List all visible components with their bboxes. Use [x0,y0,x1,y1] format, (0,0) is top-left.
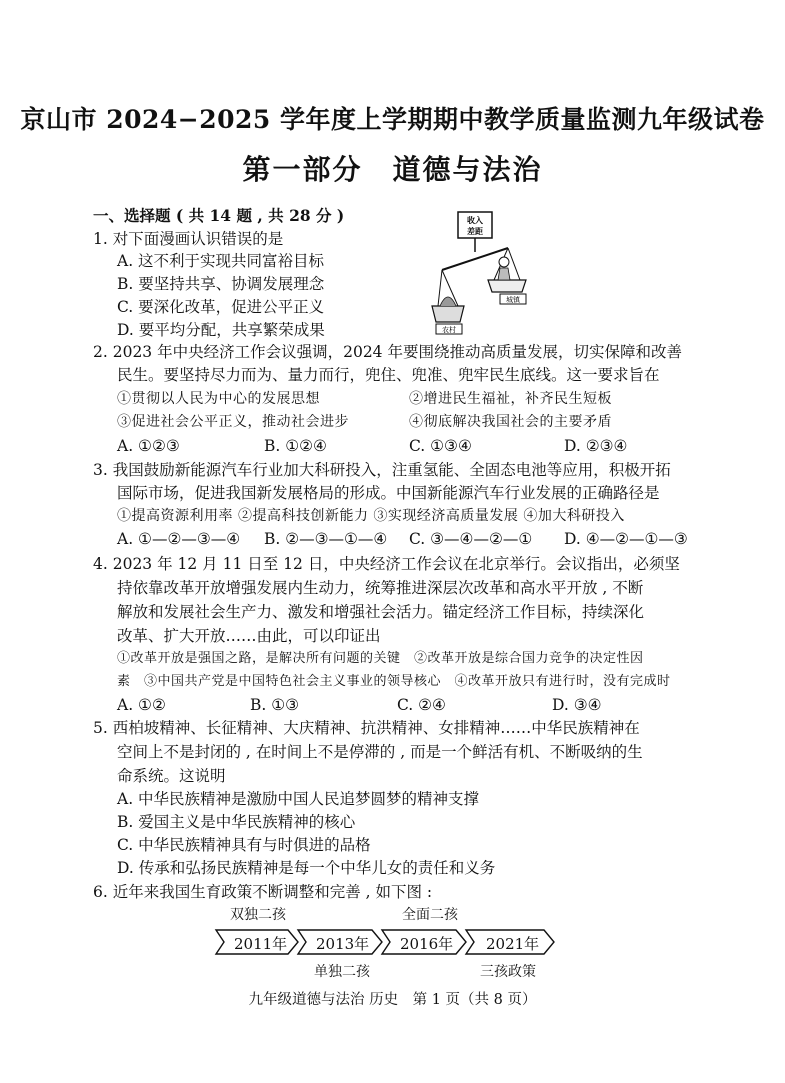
q4-choice-c: C. ②④ [397,696,446,714]
q3-choice-a: A. ①—②—③—④ [117,530,241,548]
timeline-label-universal-two-child: 全面二孩 [402,907,458,923]
q2-choice-c: C. ①③④ [409,437,472,455]
timeline-label-three-child: 三孩政策 [480,964,536,980]
timeline-label-single-only-child: 单独二孩 [314,964,370,980]
page-footer: 九年级道德与法治 历史 第 1 页（共 8 页） [248,992,537,1008]
section-title: 一、选择题 ( 共 14 题 , 共 28 分 ) [93,206,345,225]
q4-choice-a: A. ①② [117,696,166,714]
income-gap-cartoon [428,210,528,338]
q1-stem: 1. 对下面漫画认识错误的是 [93,230,284,248]
timeline-year-2021: 2021年 [486,935,540,953]
q6-stem: 6. 近年来我国生育政策不断调整和完善 , 如下图 : [93,883,433,901]
q2-choice-d: D. ②③④ [564,437,628,455]
q5-option-c: C. 中华民族精神具有与时俱进的品格 [117,836,371,854]
timeline-year-2016: 2016年 [400,935,454,953]
q3-items: ①提高资源利用率 ②提高科技创新能力 ③实现经济高质量发展 ④加大科研投入 [117,508,625,524]
q4-choice-d: D. ③④ [552,696,602,714]
cartoon-top-label-1: 收入 [467,215,483,225]
part-title: 第一部分 道德与法治 [242,153,543,186]
q3-choice-d: D. ④—②—①—③ [564,530,688,548]
q5-option-d: D. 传承和弘扬民族精神是每一个中华儿女的责任和义务 [117,859,496,877]
q2-choice-a: A. ①②③ [117,437,180,455]
cartoon-top-label-2: 差距 [467,226,483,236]
q4-items-line-1: ①改革开放是强国之路，是解决所有问题的关键 ②改革开放是综合国力竞争的决定性因 [117,651,644,666]
q4-line-2: 持依靠改革开放增强发展内生动力，统筹推进深层次改革和高水平开放 , 不断 [117,579,644,597]
q2-item-4: ④彻底解决我国社会的主要矛盾 [409,414,612,430]
q2-item-3: ③促进社会公平正义，推动社会进步 [117,414,349,430]
timeline-label-double-only-child: 双独二孩 [230,907,286,923]
birth-policy-timeline [210,902,575,980]
q2-line-2: 民生。要坚持尽力而为、量力而行，兜住、兜准、兜牢民生底线。这一要求旨在 [117,366,660,384]
timeline-year-2013: 2013年 [316,935,370,953]
q3-line-2: 国际市场，促进我国新发展格局的形成。中国新能源汽车行业发展的正确路径是 [117,484,660,502]
q4-line-3: 解放和发展社会生产力、激发和增强社会活力。锚定经济工作目标，持续深化 [117,603,645,621]
q3-line-1: 3. 我国鼓励新能源汽车行业加大科研投入，注重氢能、全固态电池等应用，积极开拓 [93,461,671,479]
q5-option-b: B. 爱国主义是中华民族精神的核心 [117,813,356,831]
q4-items-line-2: 素 ③中国共产党是中国特色社会主义事业的领导核心 ④改革开放只有进行时，没有完成时 [117,674,671,689]
scale-illustration-icon [428,210,528,338]
q2-line-1: 2. 2023 年中央经济工作会议强调，2024 年要围绕推动高质量发展，切实保障和改善 [93,343,682,361]
q2-choice-b: B. ①②④ [264,437,327,455]
exam-title: 京山市 2024−2025 学年度上学期期中教学质量监测九年级试卷 [20,105,765,134]
q3-choice-b: B. ②—③—①—④ [264,530,388,548]
q1-option-b: B. 要坚持共享、协调发展理念 [117,275,325,293]
q5-option-a: A. 中华民族精神是激励中国人民追梦圆梦的精神支撑 [117,790,480,808]
q2-item-2: ②增进民生福祉，补齐民生短板 [409,391,612,407]
q3-choice-c: C. ③—④—②—① [409,530,533,548]
q1-option-d: D. 要平均分配，共享繁荣成果 [117,321,325,339]
q4-line-4: 改革、扩大开放……由此，可以印证出 [117,627,381,645]
q5-line-1: 5. 西柏坡精神、长征精神、大庆精神、抗洪精神、女排精神……中华民族精神在 [93,719,640,737]
cartoon-left-label: 农村 [442,326,456,334]
q5-line-3: 命系统。这说明 [117,767,226,785]
q2-item-1: ①贯彻以人民为中心的发展思想 [117,391,320,407]
q1-option-a: A. 这不利于实现共同富裕目标 [117,252,325,270]
cartoon-right-label: 城镇 [506,296,520,304]
q4-choice-b: B. ①③ [250,696,300,714]
q4-line-1: 4. 2023 年 12 月 11 日至 12 日，中央经济工作会议在北京举行。会议指出，必须坚 [93,555,680,573]
q1-option-c: C. 要深化改革，促进公平正义 [117,298,325,316]
q5-line-2: 空间上不是封闭的 , 在时间上不是停滞的 , 而是一个鲜活有机、不断吸纳的生 [117,743,643,761]
timeline-year-2011: 2011年 [234,935,288,953]
